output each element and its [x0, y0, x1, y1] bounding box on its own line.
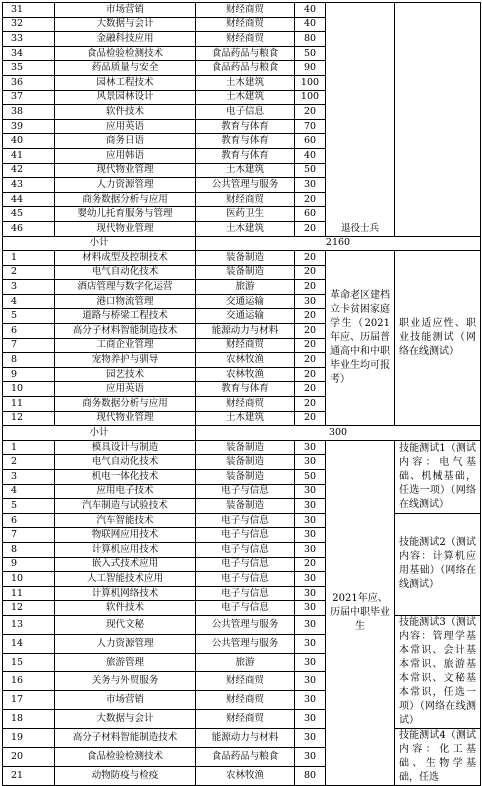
major-name: 物联网应用技术 [55, 528, 196, 543]
test-cell [395, 3, 481, 237]
major-name: 现代物业管理 [55, 163, 196, 178]
major-name: 风景园林设计 [55, 90, 196, 105]
row-index: 35 [3, 61, 55, 76]
plan-count: 20 [295, 221, 326, 236]
plan-count: 30 [295, 440, 326, 455]
plan-count: 60 [295, 134, 326, 149]
row-index: 7 [3, 338, 55, 353]
plan-count: 20 [295, 382, 326, 397]
major-category: 电子与信息 [196, 601, 295, 616]
row-index: 12 [3, 601, 55, 616]
major-category: 土木建筑 [196, 163, 295, 178]
major-category: 电子与信息 [196, 572, 295, 587]
row-index: 40 [3, 134, 55, 149]
major-name: 园艺技术 [55, 367, 196, 382]
test-method: 技能测试3（测试内容：管理学基本常识、会计基本常识、旅游基本常识、文秘基本常识，任选一项）（网络在线测试） [395, 615, 481, 728]
row-index: 11 [3, 586, 55, 601]
plan-count: 40 [295, 148, 326, 163]
plan-count: 70 [295, 119, 326, 134]
plan-count: 100 [295, 90, 326, 105]
row-index: 10 [3, 572, 55, 587]
major-name: 人力资源管理 [55, 634, 196, 653]
plan-count: 20 [295, 397, 326, 412]
major-category: 农林牧渔 [196, 367, 295, 382]
major-category: 公共管理与服务 [196, 178, 295, 193]
major-name: 应用英语 [55, 119, 196, 134]
major-name: 动物防疫与检疫 [55, 766, 196, 785]
plan-count: 30 [295, 586, 326, 601]
row-index: 37 [3, 90, 55, 105]
major-name: 现代物业管理 [55, 221, 196, 236]
major-name: 大数据与会计 [55, 710, 196, 729]
row-index: 12 [3, 411, 55, 426]
row-index: 46 [3, 221, 55, 236]
group-label: 2021年应、历届中职毕业生 [326, 440, 395, 785]
major-category: 土木建筑 [196, 75, 295, 90]
row-index: 39 [3, 119, 55, 134]
major-category: 装备制造 [196, 265, 295, 280]
major-category: 财经商贸 [196, 672, 295, 691]
major-name: 大数据与会计 [55, 17, 196, 32]
row-index: 34 [3, 46, 55, 61]
plan-count: 30 [295, 542, 326, 557]
test-method: 技能测试1（测试内容：电气基础、机械基础，任选一项）（网络在线测试） [395, 440, 481, 513]
subtotal-row [3, 426, 481, 441]
plan-count: 30 [295, 728, 326, 747]
row-index: 10 [3, 382, 55, 397]
major-name: 药品质量与安全 [55, 61, 196, 76]
major-category: 装备制造 [196, 251, 295, 266]
plan-count: 20 [295, 338, 326, 353]
plan-count: 20 [295, 280, 326, 295]
major-name: 食品检验检测技术 [55, 46, 196, 61]
row-index: 19 [3, 728, 55, 747]
major-category: 财经商贸 [196, 397, 295, 412]
plan-count: 40 [295, 17, 326, 32]
plan-count: 30 [295, 672, 326, 691]
plan-count: 80 [295, 32, 326, 47]
plan-count: 20 [295, 192, 326, 207]
subtotal-row [3, 236, 481, 251]
plan-count: 30 [295, 710, 326, 729]
major-category: 财经商贸 [196, 691, 295, 710]
row-index: 2 [3, 455, 55, 470]
major-category: 电子与信息 [196, 484, 295, 499]
row-index: 33 [3, 32, 55, 47]
plan-count: 20 [295, 557, 326, 572]
row-index: 16 [3, 672, 55, 691]
row-index: 3 [3, 470, 55, 485]
major-name: 电气自动化技术 [55, 265, 196, 280]
plan-count: 30 [295, 528, 326, 543]
major-category: 教育与体育 [196, 119, 295, 134]
major-name: 港口物流管理 [55, 294, 196, 309]
plan-count: 20 [295, 265, 326, 280]
row-index: 4 [3, 484, 55, 499]
plan-count: 20 [295, 353, 326, 368]
major-name: 食品检验检测技术 [55, 747, 196, 766]
test-method: 职业适应性、职业技能测试（网络在线测试） [395, 251, 481, 426]
row-index: 20 [3, 747, 55, 766]
row-index: 6 [3, 513, 55, 528]
table-row [3, 728, 481, 747]
plan-count: 50 [295, 46, 326, 61]
row-index: 31 [3, 3, 55, 18]
group-label: 退役士兵 [326, 3, 395, 237]
plan-count: 30 [295, 615, 326, 634]
row-index: 8 [3, 542, 55, 557]
row-index: 43 [3, 178, 55, 193]
major-name: 高分子材料智能制造技术 [55, 324, 196, 339]
plan-count: 30 [295, 691, 326, 710]
row-index: 44 [3, 192, 55, 207]
plan-count: 30 [295, 455, 326, 470]
test-method: 技能测试2（测试内容：计算机应用基础）（网络在线测试） [395, 513, 481, 615]
plan-count: 20 [295, 251, 326, 266]
row-index: 8 [3, 353, 55, 368]
row-index: 13 [3, 615, 55, 634]
row-index: 38 [3, 105, 55, 120]
major-category: 电子与信息 [196, 528, 295, 543]
row-index: 36 [3, 75, 55, 90]
plan-count: 20 [295, 309, 326, 324]
major-name: 应用韩语 [55, 148, 196, 163]
row-index: 15 [3, 653, 55, 672]
major-name: 软件技术 [55, 105, 196, 120]
row-index: 3 [3, 280, 55, 295]
major-category: 财经商贸 [196, 17, 295, 32]
subtotal-value: 300 [196, 426, 481, 441]
major-name: 计算机应用技术 [55, 542, 196, 557]
subtotal-label: 小计 [3, 236, 196, 251]
major-category: 电子信息 [196, 105, 295, 120]
major-category: 旅游 [196, 280, 295, 295]
major-name: 商务数据分析与应用 [55, 397, 196, 412]
major-category: 交通运输 [196, 294, 295, 309]
major-category: 公共管理与服务 [196, 634, 295, 653]
subtotal-label: 小计 [3, 426, 196, 441]
row-index: 17 [3, 691, 55, 710]
subtotal-value: 2160 [196, 236, 481, 251]
plan-count: 90 [295, 61, 326, 76]
row-index: 9 [3, 367, 55, 382]
row-index: 6 [3, 324, 55, 339]
row-index: 2 [3, 265, 55, 280]
row-index: 45 [3, 207, 55, 222]
major-category: 装备制造 [196, 440, 295, 455]
row-index: 5 [3, 499, 55, 514]
major-name: 商务日语 [55, 134, 196, 149]
row-index: 42 [3, 163, 55, 178]
plan-count: 30 [295, 572, 326, 587]
plan-count: 30 [295, 499, 326, 514]
test-method: 技能测试4（测试内容：化工基础、生物学基础，任选 [395, 728, 481, 785]
major-name: 宠物养护与驯导 [55, 353, 196, 368]
row-index: 21 [3, 766, 55, 785]
major-category: 食品药品与粮食 [196, 61, 295, 76]
major-name: 计算机网络技术 [55, 586, 196, 601]
plan-count: 20 [295, 411, 326, 426]
plan-count: 50 [295, 163, 326, 178]
plan-count: 20 [295, 324, 326, 339]
row-index: 11 [3, 397, 55, 412]
row-index: 7 [3, 528, 55, 543]
major-name: 道路与桥梁工程技术 [55, 309, 196, 324]
major-category: 公共管理与服务 [196, 615, 295, 634]
major-category: 装备制造 [196, 499, 295, 514]
major-name: 软件技术 [55, 601, 196, 616]
major-category: 土木建筑 [196, 411, 295, 426]
major-category: 电子与信息 [196, 542, 295, 557]
plan-count: 20 [295, 367, 326, 382]
plan-count: 30 [295, 178, 326, 193]
plan-count: 30 [295, 634, 326, 653]
major-name: 金融科技应用 [55, 32, 196, 47]
plan-count: 20 [295, 105, 326, 120]
major-name: 酒店管理与数字化运营 [55, 280, 196, 295]
major-category: 土木建筑 [196, 90, 295, 105]
major-category: 教育与体育 [196, 382, 295, 397]
plan-count: 30 [295, 747, 326, 766]
major-category: 财经商贸 [196, 710, 295, 729]
major-name: 高分子材料智能制造技术 [55, 728, 196, 747]
major-name: 人工智能技术应用 [55, 572, 196, 587]
major-name: 旅游管理 [55, 653, 196, 672]
row-index: 9 [3, 557, 55, 572]
major-name: 汽车制造与试验技术 [55, 499, 196, 514]
plan-count: 80 [295, 766, 326, 785]
major-category: 医药卫生 [196, 207, 295, 222]
row-index: 4 [3, 294, 55, 309]
table-row [3, 440, 481, 455]
major-name: 现代物业管理 [55, 411, 196, 426]
major-name: 婴幼儿托育服务与管理 [55, 207, 196, 222]
major-name: 汽车智能技术 [55, 513, 196, 528]
group-label: 革命老区建档立卡贫困家庭学生（2021年应、历届普通高中和中职毕业生均可报考） [326, 251, 395, 426]
major-category: 农林牧渔 [196, 353, 295, 368]
major-category: 食品药品与粮食 [196, 747, 295, 766]
major-category: 装备制造 [196, 470, 295, 485]
table-row [3, 3, 481, 18]
major-category: 财经商贸 [196, 32, 295, 47]
major-category: 财经商贸 [196, 192, 295, 207]
major-name: 机电一体化技术 [55, 470, 196, 485]
major-category: 教育与体育 [196, 148, 295, 163]
row-index: 41 [3, 148, 55, 163]
plan-count: 50 [295, 470, 326, 485]
table-row [3, 251, 481, 266]
major-category: 能源动力与材料 [196, 324, 295, 339]
major-name: 市场营销 [55, 691, 196, 710]
major-category: 农林牧渔 [196, 766, 295, 785]
row-index: 5 [3, 309, 55, 324]
major-name: 嵌入式技术应用 [55, 557, 196, 572]
major-category: 食品药品与粮食 [196, 46, 295, 61]
major-name: 人力资源管理 [55, 178, 196, 193]
major-name: 应用英语 [55, 382, 196, 397]
row-index: 14 [3, 634, 55, 653]
row-index: 1 [3, 440, 55, 455]
plan-count: 30 [295, 294, 326, 309]
major-name: 电气自动化技术 [55, 455, 196, 470]
row-index: 1 [3, 251, 55, 266]
major-category: 电子与信息 [196, 513, 295, 528]
major-name: 工商企业管理 [55, 338, 196, 353]
major-name: 材料成型及控制技术 [55, 251, 196, 266]
major-name: 关务与外贸服务 [55, 672, 196, 691]
major-category: 教育与体育 [196, 134, 295, 149]
table-row [3, 615, 481, 634]
plan-count: 30 [295, 653, 326, 672]
plan-count: 100 [295, 75, 326, 90]
major-category: 财经商贸 [196, 3, 295, 18]
major-category: 土木建筑 [196, 221, 295, 236]
major-name: 商务数据分析与应用 [55, 192, 196, 207]
major-name: 园林工程技术 [55, 75, 196, 90]
major-category: 电子与信息 [196, 557, 295, 572]
plan-count: 40 [295, 3, 326, 18]
plan-count: 30 [295, 513, 326, 528]
major-name: 现代文秘 [55, 615, 196, 634]
plan-count: 30 [295, 484, 326, 499]
major-category: 旅游 [196, 653, 295, 672]
table-row [3, 513, 481, 528]
row-index: 32 [3, 17, 55, 32]
major-category: 装备制造 [196, 455, 295, 470]
major-category: 能源动力与材料 [196, 728, 295, 747]
major-category: 交通运输 [196, 309, 295, 324]
major-category: 财经商贸 [196, 338, 295, 353]
major-name: 市场营销 [55, 3, 196, 18]
enrollment-table [2, 2, 481, 786]
row-index: 18 [3, 710, 55, 729]
plan-count: 30 [295, 601, 326, 616]
major-category: 电子与信息 [196, 586, 295, 601]
plan-count: 60 [295, 207, 326, 222]
major-name: 应用电子技术 [55, 484, 196, 499]
major-name: 模具设计与制造 [55, 440, 196, 455]
